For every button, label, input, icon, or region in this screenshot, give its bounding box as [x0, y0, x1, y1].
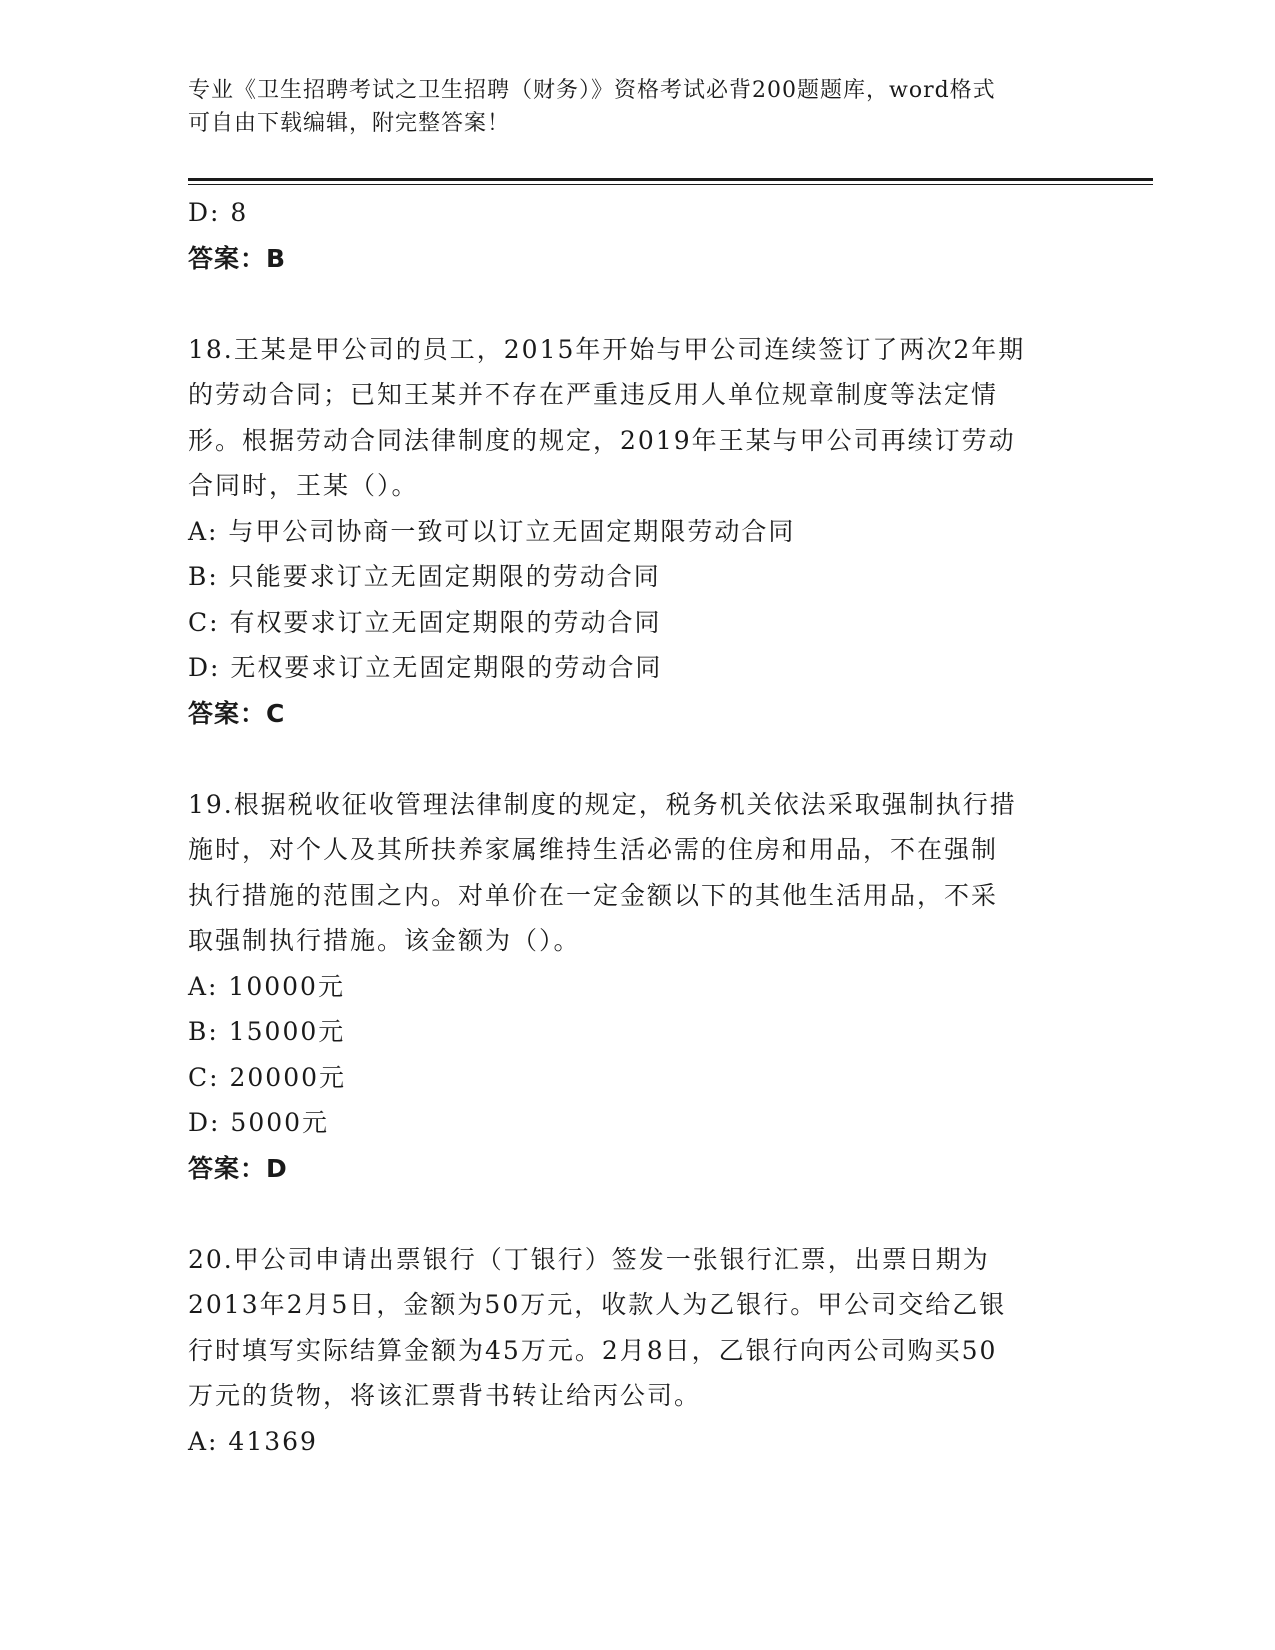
question-stem-line: 行时填写实际结算金额为45万元。2月8日，乙银行向丙公司购买50 [188, 1335, 998, 1365]
option-a: A: 10000元 [188, 971, 345, 1001]
document-header [188, 74, 1068, 140]
question-stem-line: 取强制执行措施。该金额为（）。 [188, 926, 581, 955]
answer-line: 答案：C [188, 698, 286, 728]
question-stem-line: 合同时，王某（）。 [188, 471, 419, 500]
question-spacer [188, 1191, 1088, 1237]
option-c: C: 20000元 [188, 1062, 347, 1092]
question-stem-line: 形。根据劳动合同法律制度的规定，2019年王某与甲公司再续订劳动 [188, 425, 1016, 455]
question-stem-line: 的劳动合同；已知王某并不存在严重违反用人单位规章制度等法定情 [188, 380, 999, 409]
option-a: A: 41369 [188, 1426, 318, 1456]
header-rule-thick [188, 178, 1153, 181]
header-line-2: 可自由下载编辑，附完整答案！ [188, 111, 511, 136]
question-18 [188, 327, 1088, 737]
question-stem-line: 万元的货物，将该汇票背书转让给丙公司。 [188, 1381, 702, 1410]
question-stem-line: 执行措施的范围之内。对单价在一定金额以下的其他生活用品，不采 [188, 880, 999, 910]
option-a: A: 与甲公司协商一致可以订立无固定期限劳动合同 [188, 516, 796, 546]
question-spacer [188, 736, 1088, 782]
question-stem-line: 20.甲公司申请出票银行（丁银行）签发一张银行汇票，出票日期为 [188, 1244, 990, 1274]
question-stem-line: 18.王某是甲公司的员工，2015年开始与甲公司连续签订了两次2年期 [188, 334, 1026, 364]
document-body [188, 190, 1088, 1464]
question-19 [188, 782, 1088, 1192]
question-20 [188, 1237, 1088, 1465]
question-stem-line: 19.根据税收征收管理法律制度的规定，税务机关依法采取强制执行措 [188, 789, 1017, 819]
option-d: D: 8 [188, 198, 249, 227]
option-b: B: 只能要求订立无固定期限的劳动合同 [188, 562, 661, 591]
answer-line: 答案：B [188, 243, 287, 273]
question-stem-line: 2013年2月5日，金额为50万元，收款人为乙银行。甲公司交给乙银 [188, 1290, 1007, 1319]
previous-question-tail [188, 190, 1088, 281]
question-spacer [188, 281, 1088, 327]
answer-line: 答案：D [188, 1153, 288, 1183]
question-stem-line: 施时，对个人及其所扶养家属维持生活必需的住房和用品，不在强制 [188, 835, 999, 864]
header-rule-thin [188, 184, 1153, 185]
option-c: C: 有权要求订立无固定期限的劳动合同 [188, 607, 662, 637]
option-d: D: 5000元 [188, 1108, 330, 1137]
option-d: D: 无权要求订立无固定期限的劳动合同 [188, 653, 663, 682]
option-b: B: 15000元 [188, 1017, 346, 1046]
header-line-1: 专业《卫生招聘考试之卫生招聘（财务）》资格考试必背200题题库，word格式 [188, 78, 996, 103]
